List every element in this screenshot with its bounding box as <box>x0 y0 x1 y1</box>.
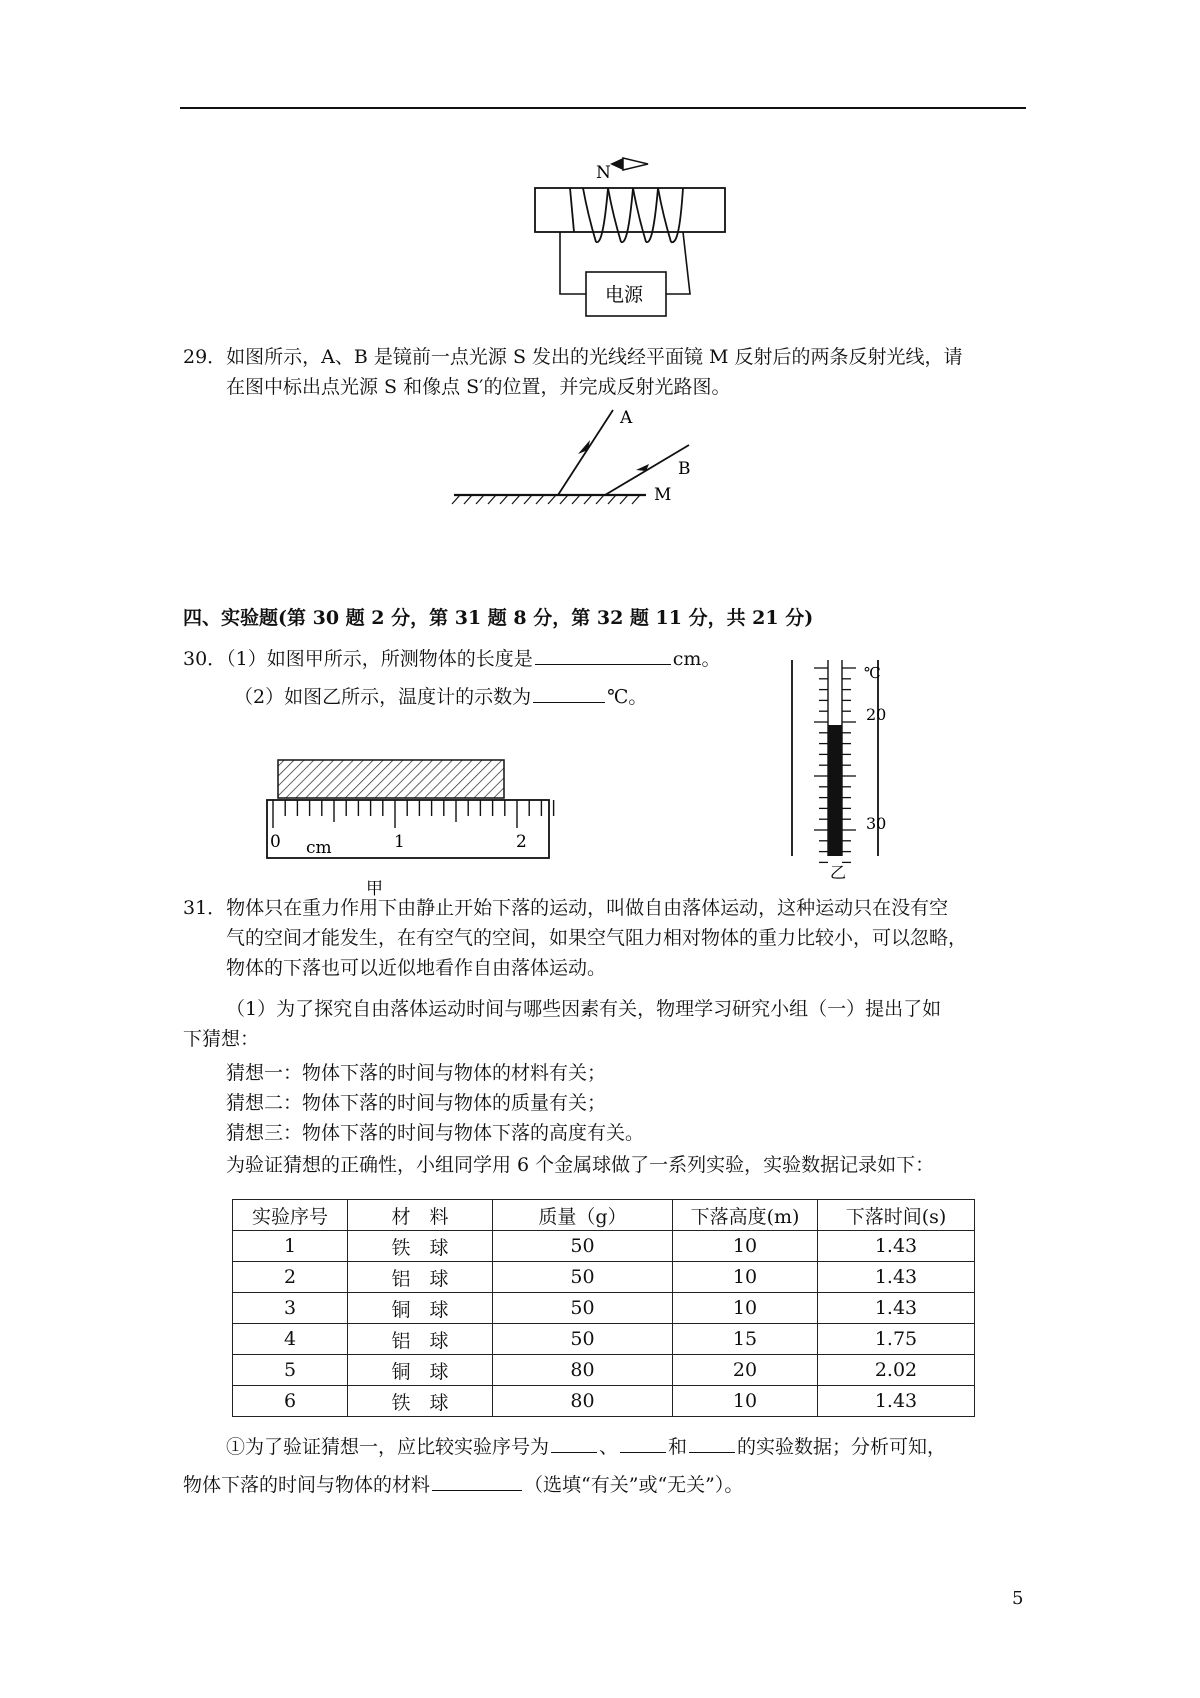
mirror-label: M <box>654 485 672 505</box>
table-cell: 15 <box>673 1324 818 1355</box>
table-cell: 6 <box>233 1386 348 1417</box>
table-cell: 50 <box>493 1324 673 1355</box>
power-source-label: 电源 <box>605 284 644 306</box>
ruler-label-2: 2 <box>516 832 527 852</box>
header-material: 材 料 <box>348 1200 493 1231</box>
ruler-figure <box>260 754 560 904</box>
table-cell: 铜 球 <box>348 1293 493 1324</box>
q30-part1 <box>183 645 720 673</box>
thermometer-label-20: 20 <box>866 705 887 724</box>
ray-a <box>558 410 613 495</box>
table-row <box>233 1262 975 1293</box>
ruler-label-0: 0 <box>270 832 281 852</box>
table-header-row <box>233 1200 975 1231</box>
table-cell: 80 <box>493 1386 673 1417</box>
thermometer-unit: ℃ <box>864 664 881 682</box>
table-cell: 10 <box>673 1231 818 1262</box>
table-row <box>233 1386 975 1417</box>
trial-blank-2[interactable] <box>620 1434 666 1453</box>
table-cell: 10 <box>673 1293 818 1324</box>
q31-line6: 为验证猜想的正确性，小组同学用 6 个金属球做了一系列实验，实验数据记录如下： <box>226 1154 935 1176</box>
q30-length-blank[interactable] <box>535 646 671 665</box>
thermometer-caption: 乙 <box>830 863 847 882</box>
ray-a-arrow-icon <box>578 440 590 454</box>
header-height: 下落高度(m) <box>673 1200 818 1231</box>
table-row <box>233 1231 975 1262</box>
table-cell: 50 <box>493 1293 673 1324</box>
ray-b <box>605 445 689 495</box>
trial-blank-3[interactable] <box>689 1434 735 1453</box>
q31-line8-text: 物体下落的时间与物体的材料 <box>183 1474 431 1496</box>
thermometer-label-30: 30 <box>866 814 887 833</box>
section-title: 四、实验题(第 30 题 2 分，第 31 题 8 分，第 32 题 11 分，共 21 分) <box>183 607 814 629</box>
q31-line3: 物体的下落也可以近似地看作自由落体运动。 <box>226 957 607 979</box>
table-cell: 铝 球 <box>348 1324 493 1355</box>
table-cell: 1.75 <box>818 1324 975 1355</box>
page-number: 5 <box>1012 1588 1024 1609</box>
header-rule <box>180 107 1026 109</box>
ray-a-label: A <box>620 408 633 428</box>
table-cell: 5 <box>233 1355 348 1386</box>
table-cell: 10 <box>673 1386 818 1417</box>
q30-part2-unit: ℃。 <box>607 686 648 708</box>
q31-line1: 31．物体只在重力作用下由静止开始下落的运动，叫做自由落体运动，这种运动只在没有空 <box>183 897 949 919</box>
mirror-figure <box>450 400 710 510</box>
table-row <box>233 1324 975 1355</box>
table-cell: 2.02 <box>818 1355 975 1386</box>
ruler-label-1: 1 <box>394 832 405 852</box>
q31-sub1-line2 <box>183 1471 743 1499</box>
table-cell: 1.43 <box>818 1262 975 1293</box>
table-cell: 1.43 <box>818 1293 975 1324</box>
q31-line2: 气的空间才能发生，在有空气的空间，如果空气阻力相对物体的重力比较小，可以忽略， <box>226 927 968 949</box>
q31-sub1-text: ①为了验证猜想一，应比较实验序号为 <box>226 1436 550 1458</box>
q31-sub1 <box>226 1433 946 1461</box>
material-answer-blank[interactable] <box>432 1472 522 1491</box>
table-cell: 1.43 <box>818 1386 975 1417</box>
table-cell: 1.43 <box>818 1231 975 1262</box>
q30-part1-text: 30．（1）如图甲所示，所测物体的长度是 <box>183 648 533 670</box>
experiment-table <box>232 1199 975 1417</box>
table-cell: 80 <box>493 1355 673 1386</box>
mirror-hatching <box>452 495 640 504</box>
q29-line1: 29．如图所示，A、B 是镜前一点光源 S 发出的光线经平面镜 M 反射后的两条反射光线，请 <box>183 346 963 368</box>
liquid-column <box>828 725 842 856</box>
table-row <box>233 1355 975 1386</box>
table-cell: 1 <box>233 1231 348 1262</box>
header-mass: 质量（g） <box>493 1200 673 1231</box>
n-pole-label: N <box>596 163 611 183</box>
solenoid-figure <box>530 150 730 322</box>
q31-line4: （1）为了探究自由落体运动时间与哪些因素有关，物理学习研究小组（一）提出了如 <box>226 998 942 1020</box>
ray-b-label: B <box>678 459 691 479</box>
q30-part1-unit: cm。 <box>672 648 721 670</box>
table-cell: 50 <box>493 1231 673 1262</box>
q31-line5: 下猜想： <box>183 1028 260 1050</box>
separator-2: 和 <box>668 1436 688 1458</box>
thermometer-figure <box>780 656 900 886</box>
q31-sub1-tail: 的实验数据；分析可知， <box>737 1436 947 1458</box>
separator-1: 、 <box>599 1436 619 1458</box>
guess-two: 猜想二：物体下落的时间与物体的质量有关； <box>226 1092 607 1114</box>
compass-needle-icon <box>610 158 623 170</box>
q29-line2: 在图中标出点光源 S 和像点 S′的位置，并完成反射光路图。 <box>226 376 731 398</box>
q31-line8-tail: （选填“有关”或“无关”）。 <box>524 1474 744 1496</box>
ruler-caption: 甲 <box>366 879 383 899</box>
table-cell: 铝 球 <box>348 1262 493 1293</box>
table-cell: 铁 球 <box>348 1386 493 1417</box>
table-cell: 3 <box>233 1293 348 1324</box>
header-time: 下落时间(s) <box>818 1200 975 1231</box>
q30-part2-text: （2）如图乙所示，温度计的示数为 <box>234 686 532 708</box>
measured-object <box>278 760 504 798</box>
table-cell: 50 <box>493 1262 673 1293</box>
table-row <box>233 1293 975 1324</box>
ruler-unit-label: cm <box>306 838 332 858</box>
table-cell: 2 <box>233 1262 348 1293</box>
q30-part2 <box>234 683 647 711</box>
table-cell: 铜 球 <box>348 1355 493 1386</box>
guess-three: 猜想三：物体下落的时间与物体下落的高度有关。 <box>226 1122 645 1144</box>
table-cell: 4 <box>233 1324 348 1355</box>
table-cell: 20 <box>673 1355 818 1386</box>
trial-blank-1[interactable] <box>551 1434 597 1453</box>
q30-temperature-blank[interactable] <box>533 684 605 703</box>
table-cell: 铁 球 <box>348 1231 493 1262</box>
guess-one: 猜想一：物体下落的时间与物体的材料有关； <box>226 1062 607 1084</box>
header-trial-number: 实验序号 <box>233 1200 348 1231</box>
table-cell: 10 <box>673 1262 818 1293</box>
